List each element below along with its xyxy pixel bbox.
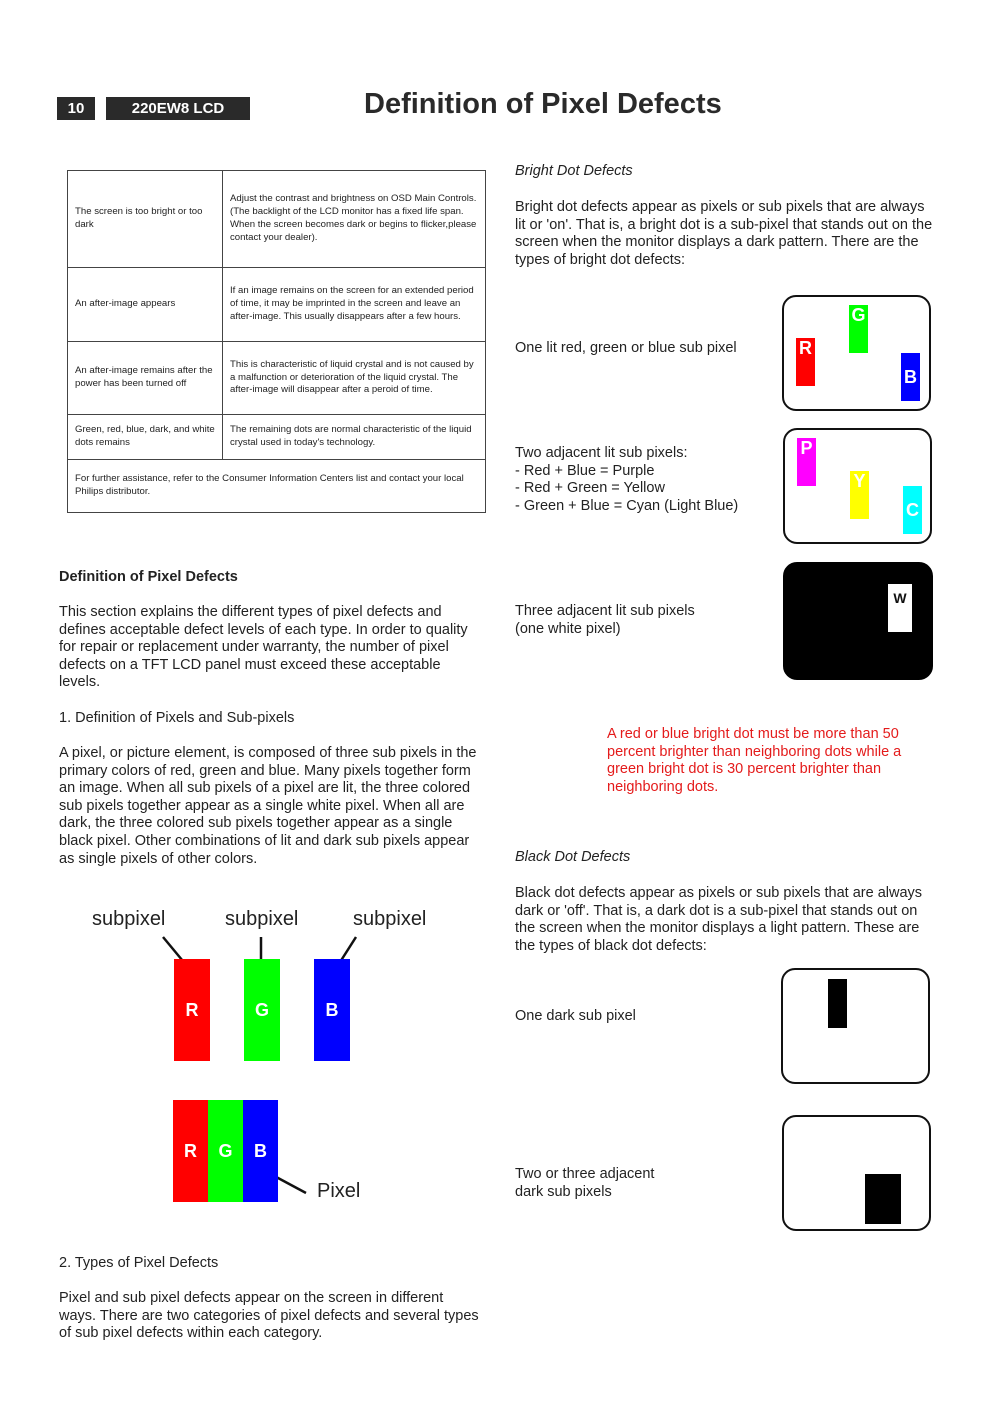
problem-cell: An after-image remains after the power has been turned off xyxy=(68,342,223,415)
bright-two-list xyxy=(515,445,775,515)
bright-three-line: (one white pixel) xyxy=(515,620,621,637)
bright-two-screen xyxy=(783,428,932,544)
subpixel-label: subpixel xyxy=(225,908,299,930)
green-subpixel: G xyxy=(244,959,280,1061)
bright-two-line: Two adjacent lit sub pixels: xyxy=(515,445,688,461)
black-dot-heading: Black Dot Defects xyxy=(515,849,631,865)
bright-three-screen xyxy=(783,562,933,680)
bright-three-list xyxy=(515,603,775,638)
pixel-defects-paragraph: Pixel and sub pixel defects appear on the screen in different ways. There are two categories of pixel defects and several types of sub pixel defects within each category. xyxy=(59,1290,479,1342)
pixel-green-part: G xyxy=(208,1100,243,1202)
subsection-heading: 2. Types of Pixel Defects xyxy=(59,1255,219,1271)
solution-cell: If an image remains on the screen for an extended period of time, it may be imprinted in the screen and leave an after-image. This usually disappears after a few hours. xyxy=(223,268,486,342)
black-two-line: dark sub pixels xyxy=(515,1183,612,1200)
pixel-label: Pixel xyxy=(317,1180,361,1202)
bright-two-line: - Red + Green = Yellow xyxy=(515,480,665,497)
cyan-dot: C xyxy=(903,486,922,534)
red-dot: R xyxy=(796,338,815,386)
black-two-line: Two or three adjacent xyxy=(515,1166,655,1182)
solution-cell: This is characteristic of liquid crystal and is not caused by a malfunction or deterioration of the liquid crystal. The after-image will disappear after a peroid of time. xyxy=(223,342,486,415)
blue-subpixel: B xyxy=(314,959,350,1061)
black-one-label: One dark sub pixel xyxy=(515,1008,636,1024)
yellow-dot: Y xyxy=(850,471,869,519)
brightness-note: A red or blue bright dot must be more than 50 percent brighter than neighboring dots while a green bright dot is 30 percent brighter than neighboring dots. xyxy=(607,726,902,795)
pixel-blue-part: B xyxy=(243,1100,278,1202)
table-footer-cell: For further assistance, refer to the Consumer Information Centers list and contact your local Philips distributor. xyxy=(68,460,486,513)
black-one-screen xyxy=(781,968,930,1084)
problem-cell: The screen is too bright or too dark xyxy=(68,171,223,268)
pixel-definition-paragraph: A pixel, or picture element, is composed of three sub pixels in the primary colors of red, green and blue. Many pixels together form an image. When all sub pixels of a pixel are lit, the three colored sub pixels together appear as a single white pixel. When all are dark, the three colored sub pixels together appear as a single black pixel. Other combinations of lit and dark sub pixels appear as single pixels of other colors. xyxy=(59,745,477,867)
bright-two-line: - Green + Blue = Cyan (Light Blue) xyxy=(515,497,739,514)
pixel-red-part: R xyxy=(173,1100,208,1202)
page-title: Definition of Pixel Defects xyxy=(364,88,722,120)
white-dot: W xyxy=(888,584,912,632)
intro-paragraph: This section explains the different types of pixel defects and defines acceptable defect levels of each type. In order to quality for repair or replacement under warranty, the number of pixel defects on a TFT LCD panel must exceed these acceptable levels. xyxy=(59,604,468,691)
subpixel-label: subpixel xyxy=(92,908,166,930)
dark-subpixel xyxy=(828,979,847,1028)
green-dot: G xyxy=(849,305,868,353)
red-subpixel: R xyxy=(174,959,210,1061)
dark-subpixels xyxy=(865,1174,901,1224)
bright-one-screen xyxy=(782,295,931,411)
model-label: 220EW8 LCD xyxy=(106,97,250,120)
black-two-screen xyxy=(782,1115,931,1231)
blue-dot: B xyxy=(901,353,920,401)
page-number: 10 xyxy=(57,97,95,120)
problem-cell: An after-image appears xyxy=(68,268,223,342)
solution-cell: Adjust the contrast and brightness on OSD Main Controls. (The backlight of the LCD monitor has a fixed life span. When the screen becomes dark or begins to flicker,please contact your dealer). xyxy=(223,171,486,268)
problem-cell: Green, red, blue, dark, and white dots remains xyxy=(68,415,223,460)
subpixel-label: subpixel xyxy=(353,908,427,930)
solution-cell: The remaining dots are normal characteristic of the liquid crystal used in today's technology. xyxy=(223,415,486,460)
bright-three-line: Three adjacent lit sub pixels xyxy=(515,603,695,619)
subsection-heading: 1. Definition of Pixels and Sub-pixels xyxy=(59,710,295,726)
black-dot-paragraph: Black dot defects appear as pixels or sub pixels that are always dark or 'off'. That is, a dark dot is a sub-pixel that stands out on the screen when the monitor displays a light pattern. These are the types of black dot defects: xyxy=(515,885,923,954)
bright-two-line: - Red + Blue = Purple xyxy=(515,462,655,479)
bright-one-label: One lit red, green or blue sub pixel xyxy=(515,340,737,356)
bright-dot-paragraph: Bright dot defects appear as pixels or sub pixels that are always lit or 'on'. That is, a bright dot is a sub-pixel that stands out on the screen when the monitor displays a dark pattern. There are the types of bright dot defects: xyxy=(515,199,933,268)
section-heading: Definition of Pixel Defects xyxy=(59,569,238,585)
bright-dot-heading: Bright Dot Defects xyxy=(515,163,633,179)
black-two-list xyxy=(515,1166,775,1201)
purple-dot: P xyxy=(797,438,816,486)
